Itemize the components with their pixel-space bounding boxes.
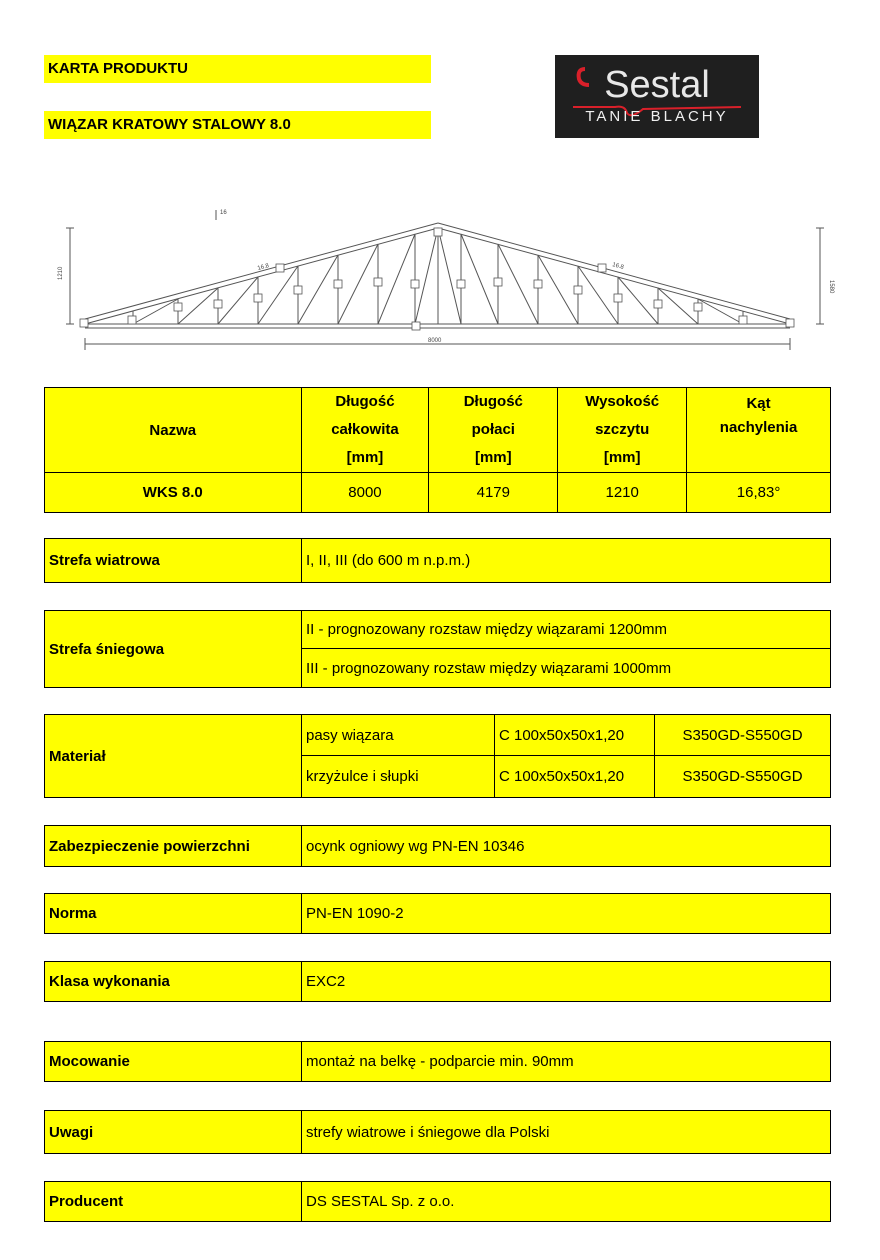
norm-label: Norma bbox=[45, 894, 302, 934]
header-length-total-l2: całkowita bbox=[331, 421, 399, 438]
norm-value: PN-EN 1090-2 bbox=[302, 894, 831, 934]
producer-table bbox=[44, 1181, 831, 1222]
diagram-top-mark: 16 bbox=[220, 210, 227, 216]
cell-length-slope: 4179 bbox=[429, 473, 558, 513]
header-length-slope-l3: [mm] bbox=[474, 449, 512, 466]
header-ridge-height-l2: szczytu bbox=[595, 421, 650, 438]
header-length-total-l3: [mm] bbox=[346, 449, 384, 466]
diagram-height-right: 1580 bbox=[828, 280, 834, 294]
protection-table bbox=[44, 825, 831, 867]
notes-table bbox=[44, 1110, 831, 1154]
logo-brand-text: Sestal bbox=[604, 64, 710, 106]
wind-value: I, II, III (do 600 m n.p.m.) bbox=[302, 539, 831, 583]
wind-table bbox=[44, 538, 831, 583]
header-length-total-l1: Długość bbox=[335, 393, 395, 410]
header-angle-l1: Kąt bbox=[746, 395, 771, 412]
diagram-span: 8000 bbox=[428, 338, 442, 344]
notes-label: Uwagi bbox=[45, 1111, 302, 1154]
material-grade-2: S350GD-S550GD bbox=[655, 756, 831, 798]
title-product-card: KARTA PRODUKTU bbox=[44, 55, 431, 83]
material-profile-2: C 100x50x50x1,20 bbox=[495, 756, 655, 798]
sestal-logo bbox=[555, 55, 759, 138]
exec-class-table bbox=[44, 961, 831, 1002]
cell-angle: 16,83° bbox=[687, 473, 831, 513]
header-length-total bbox=[301, 388, 429, 473]
producer-value: DS SESTAL Sp. z o.o. bbox=[302, 1182, 831, 1222]
logo-tagline-text: TANIE BLACHY bbox=[585, 108, 729, 125]
mounting-value: montaż na belkę - podparcie min. 90mm bbox=[302, 1042, 831, 1082]
header-length-slope bbox=[429, 388, 558, 473]
header-length-slope-l1: Długość bbox=[463, 393, 523, 410]
spec-table bbox=[44, 387, 831, 513]
title-product-name: WIĄZAR KRATOWY STALOWY 8.0 bbox=[44, 111, 431, 139]
truss-diagram bbox=[40, 200, 840, 360]
diagram-height-left: 1210 bbox=[58, 266, 64, 280]
header-ridge-height-l1: Wysokość bbox=[585, 393, 660, 410]
material-part-2: krzyżulce i słupki bbox=[302, 756, 495, 798]
material-profile-1: C 100x50x50x1,20 bbox=[495, 715, 655, 756]
notes-value: strefy wiatrowe i śniegowe dla Polski bbox=[302, 1111, 831, 1154]
header-angle bbox=[687, 388, 831, 473]
cell-ridge-height: 1210 bbox=[558, 473, 687, 513]
norm-table bbox=[44, 893, 831, 934]
protection-value: ocynk ogniowy wg PN-EN 10346 bbox=[302, 826, 831, 867]
snow-value-1: II - prognozowany rozstaw między wiązarami 1200mm bbox=[302, 611, 831, 649]
exec-class-value: EXC2 bbox=[302, 962, 831, 1002]
mounting-table bbox=[44, 1041, 831, 1082]
snow-value-2: III - prognozowany rozstaw między wiązarami 1000mm bbox=[302, 649, 831, 688]
cell-length-total: 8000 bbox=[301, 473, 429, 513]
protection-label: Zabezpieczenie powierzchni bbox=[45, 826, 302, 867]
header-name: Nazwa bbox=[45, 388, 302, 473]
header-angle-l2: nachylenia bbox=[719, 419, 798, 436]
material-table bbox=[44, 714, 831, 798]
material-label: Materiał bbox=[45, 715, 302, 798]
material-grade-1: S350GD-S550GD bbox=[655, 715, 831, 756]
mounting-label: Mocowanie bbox=[45, 1042, 302, 1082]
diagram-slope-left: 16.8 bbox=[256, 263, 270, 272]
exec-class-label: Klasa wykonania bbox=[45, 962, 302, 1002]
cell-name: WKS 8.0 bbox=[45, 473, 302, 513]
material-part-1: pasy wiązara bbox=[302, 715, 495, 756]
wind-label: Strefa wiatrowa bbox=[45, 539, 302, 583]
snow-table bbox=[44, 610, 831, 688]
diagram-slope-right: 16.8 bbox=[611, 262, 625, 271]
producer-label: Producent bbox=[45, 1182, 302, 1222]
header-ridge-height-l3: [mm] bbox=[603, 449, 641, 466]
snow-label: Strefa śniegowa bbox=[45, 611, 302, 688]
header-ridge-height bbox=[558, 388, 687, 473]
header-length-slope-l2: połaci bbox=[471, 421, 515, 438]
